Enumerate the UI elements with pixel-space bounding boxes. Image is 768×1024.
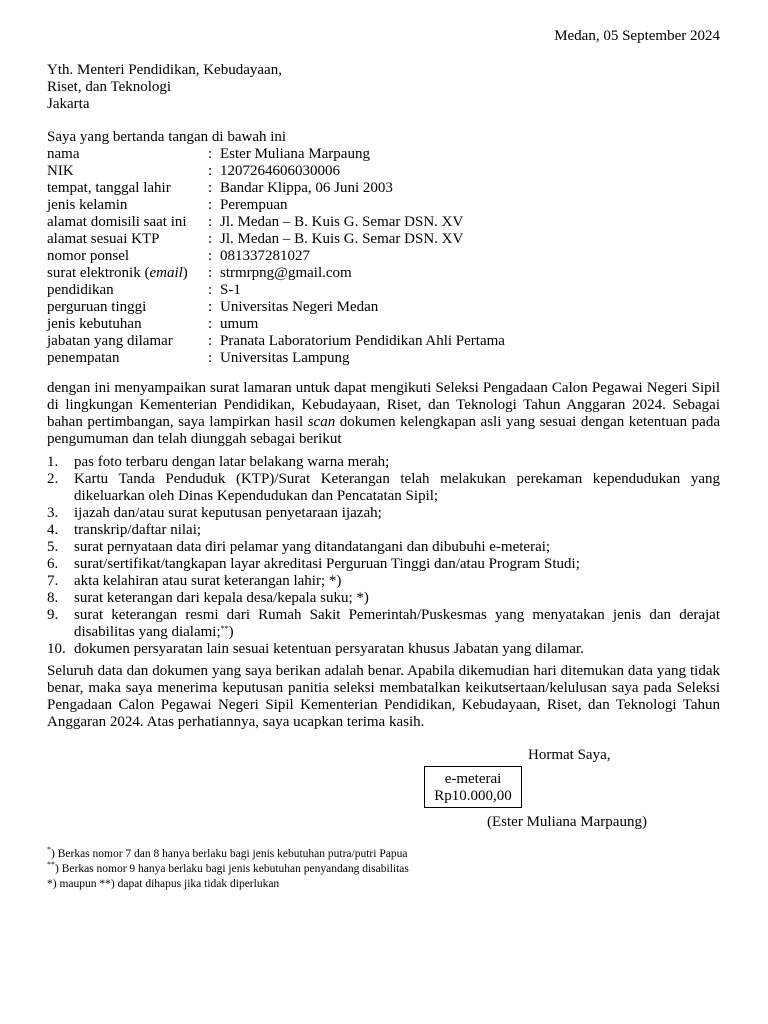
field-value: strmrpng@gmail.com (220, 265, 352, 281)
closing-salutation: Hormat Saya, (528, 747, 611, 763)
footnote (47, 862, 409, 877)
field-row-ktp-address (47, 231, 505, 248)
field-colon: : (208, 146, 213, 162)
field-label: nama (47, 146, 80, 162)
list-text: Kartu Tanda Penduduk (KTP)/Surat Keterangan telah melakukan perekaman kependudukan yang dikeluarkan oleh Dinas Kependudukan dan Pencatatan Sipil; (74, 471, 720, 504)
field-label: nomor ponsel (47, 248, 130, 264)
field-colon: : (208, 333, 213, 349)
footnote (47, 877, 409, 892)
field-value: umum (220, 316, 259, 332)
field-value: S-1 (220, 282, 241, 298)
field-label (47, 265, 208, 282)
list-text-tail: ) (228, 624, 234, 640)
stamp-amount: Rp10.000,00 (434, 788, 512, 804)
field-value: 1207264606030006 (220, 163, 340, 179)
list-item (47, 556, 720, 573)
list-item (47, 573, 720, 590)
recipient-line: Yth. Menteri Pendidikan, Kebudayaan, (47, 62, 282, 78)
body-text-em: scan (307, 414, 336, 430)
footnote-mark: ) (51, 848, 55, 860)
list-text: dokumen persyaratan lain sesuai ketentuan persyaratan khusus Jabatan yang dilamar. (74, 641, 584, 657)
field-value: Bandar Klippa, 06 Juni 2003 (220, 180, 393, 196)
list-number: 3. (47, 505, 59, 521)
field-label: jenis kelamin (47, 197, 128, 213)
list-item (47, 522, 720, 539)
e-meterai-stamp (424, 766, 522, 808)
recipient-line: Jakarta (47, 96, 90, 112)
list-number: 8. (47, 590, 59, 606)
list-number: 4. (47, 522, 59, 538)
field-value: Ester Muliana Marpaung (220, 146, 370, 162)
recipient-address (47, 62, 282, 113)
field-row-email (47, 265, 505, 282)
recipient-line: Riset, dan Teknologi (47, 79, 172, 95)
field-label: perguruan tinggi (47, 299, 147, 315)
body-text: dengan ini menyampaikan surat lamaran untuk dapat mengikuti Seleksi Pengadaan Calon Pegawai Negeri Sipil di lingkungan Kementerian Pendidikan, Kebudayaan, Riset, dan Teknologi Tahun Anggaran 2024. Sebagai bahan pertimbangan, saya lampirkan hasil (47, 380, 720, 430)
field-label: tempat, tanggal lahir (47, 180, 171, 196)
field-row-placement (47, 350, 505, 367)
list-text-main: surat keterangan resmi dari Rumah Sakit Pemerintah/Puskesmas yang menyatakan jenis dan derajat disabilitas yang dialami; (74, 607, 720, 640)
body-text: dokumen kelengkapan asli yang sesuai dengan ketentuan pada pengumuman dan telah diunggah sebagai berikut (47, 414, 720, 447)
field-label: penempatan (47, 350, 120, 366)
list-number: 7. (47, 573, 59, 589)
field-row-university (47, 299, 505, 316)
stamp-label: e-meterai (444, 771, 502, 787)
list-number: 1. (47, 454, 59, 470)
list-item (47, 471, 720, 505)
field-label-pre: surat elektronik ( (47, 265, 150, 281)
field-value: Universitas Negeri Medan (220, 299, 379, 315)
field-label: jenis kebutuhan (47, 316, 142, 332)
field-colon: : (208, 231, 213, 247)
footnote-text: Berkas nomor 9 hanya berlaku bagi jenis kebutuhan penyandang disabilitas (58, 863, 409, 875)
field-label: NIK (47, 163, 74, 179)
attachment-list (47, 454, 720, 658)
signer-name: (Ester Muliana Marpaung) (487, 814, 647, 830)
list-text: pas foto terbaru dengan latar belakang warna merah; (74, 454, 390, 470)
field-row-education (47, 282, 505, 299)
field-row-name (47, 146, 505, 163)
field-label-em: email (149, 265, 183, 281)
field-label: alamat sesuai KTP (47, 231, 160, 247)
list-item (47, 539, 720, 556)
field-row-domicile (47, 214, 505, 231)
list-text (74, 607, 720, 641)
field-colon: : (208, 197, 213, 213)
applicant-fields (47, 146, 505, 367)
field-colon: : (208, 316, 213, 332)
footnote-sup: ** (47, 860, 55, 869)
field-value: Universitas Lampung (220, 350, 350, 366)
field-colon: : (208, 299, 213, 315)
body-paragraph-intro (47, 380, 720, 448)
list-text: transkrip/daftar nilai; (74, 522, 202, 538)
field-value: Perempuan (220, 197, 288, 213)
field-label: jabatan yang dilamar (47, 333, 173, 349)
footnotes (47, 847, 409, 892)
field-label: pendidikan (47, 282, 114, 298)
list-number: 5. (47, 539, 59, 555)
list-text: surat pernyataan data diri pelamar yang ditandatangani dan dibubuhi e-meterai; (74, 539, 551, 555)
field-row-nik (47, 163, 505, 180)
field-colon: : (208, 163, 213, 179)
field-row-gender (47, 197, 505, 214)
list-text: ijazah dan/atau surat keputusan penyetaraan ijazah; (74, 505, 382, 521)
field-colon: : (208, 248, 213, 264)
opening-line: Saya yang bertanda tangan di bawah ini (47, 129, 287, 145)
field-colon: : (208, 282, 213, 298)
field-row-position (47, 333, 505, 350)
list-text: akta kelahiran atau surat keterangan lahir; *) (74, 573, 342, 589)
footnote (47, 847, 409, 862)
field-colon: : (208, 180, 213, 196)
list-text: surat keterangan dari kepala desa/kepala suku; *) (74, 590, 369, 606)
list-item (47, 454, 720, 471)
body-paragraph-closing: Seluruh data dan dokumen yang saya berikan adalah benar. Apabila dikemudian hari ditemukan data yang tidak benar, maka saya menerima keputusan panitia seleksi membatalkan keikutsertaan/kelulusan saya pada Seleksi Pengadaan Calon Pegawai Negeri Sipil Kementerian Pendidikan, Kebudayaan, Riset, dan Teknologi Tahun Anggaran 2024. Atas perhatiannya, saya ucapkan terima kasih. (47, 663, 720, 730)
list-item (47, 641, 720, 658)
list-number: 6. (47, 556, 59, 572)
footnote-mark: ) (55, 863, 59, 875)
list-item (47, 505, 720, 522)
field-value: Jl. Medan – B. Kuis G. Semar DSN. XV (220, 231, 464, 247)
field-label: alamat domisili saat ini (47, 214, 187, 230)
field-label-post: ) (182, 265, 188, 281)
list-number: 10. (47, 641, 66, 657)
field-value: 081337281027 (220, 248, 310, 264)
list-text: surat/sertifikat/tangkapan layar akreditasi Perguruan Tinggi dan/atau Program Studi; (74, 556, 580, 572)
list-number: 9. (47, 607, 59, 623)
field-value: Pranata Laboratorium Pendidikan Ahli Pertama (220, 333, 505, 349)
field-row-need-type (47, 316, 505, 333)
list-text-sup: ** (220, 624, 229, 633)
list-number: 2. (47, 471, 59, 487)
field-value: Jl. Medan – B. Kuis G. Semar DSN. XV (220, 214, 464, 230)
field-row-phone (47, 248, 505, 265)
footnote-text: *) maupun **) dapat dihapus jika tidak diperlukan (47, 878, 280, 890)
field-colon: : (208, 350, 213, 366)
letter-date: Medan, 05 September 2024 (554, 28, 720, 44)
footnote-sup: * (47, 845, 51, 854)
list-item (47, 590, 720, 607)
field-colon: : (208, 214, 213, 230)
footnote-text: Berkas nomor 7 dan 8 hanya berlaku bagi jenis kebutuhan putra/putri Papua (54, 848, 408, 860)
field-row-birth (47, 180, 505, 197)
list-item (47, 607, 720, 641)
field-colon: : (208, 265, 213, 281)
